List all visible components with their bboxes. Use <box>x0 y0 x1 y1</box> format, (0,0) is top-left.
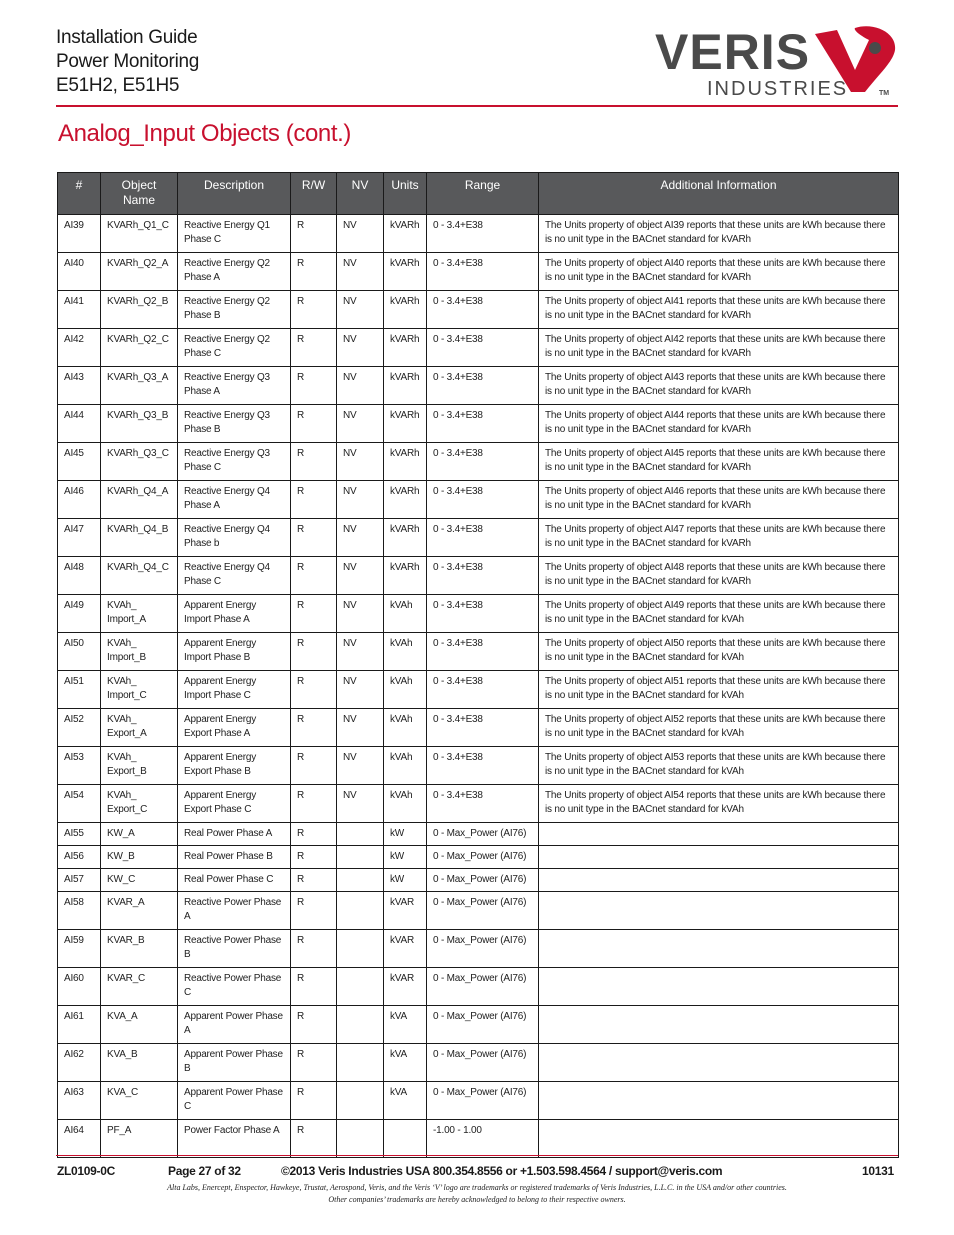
cell-non-volatile <box>337 1120 384 1158</box>
cell-object-name: KVAh_ Export_C <box>101 785 178 823</box>
column-header: Additional Information <box>539 173 899 215</box>
column-header: R/W <box>291 173 337 215</box>
cell-non-volatile: NV <box>337 481 384 519</box>
cell-object-id: AI57 <box>58 869 101 892</box>
cell-range: -1.00 - 1.00 <box>427 1120 539 1158</box>
cell-description: Apparent Energy Import Phase A <box>178 595 291 633</box>
cell-non-volatile: NV <box>337 253 384 291</box>
cell-object-name: KVARh_Q2_B <box>101 291 178 329</box>
cell-object-id: AI51 <box>58 671 101 709</box>
cell-object-name: KVAR_B <box>101 930 178 968</box>
cell-read-write: R <box>291 968 337 1006</box>
cell-range: 0 - 3.4+E38 <box>427 785 539 823</box>
cell-description: Reactive Power Phase C <box>178 968 291 1006</box>
column-header: Description <box>178 173 291 215</box>
cell-description: Reactive Energy Q3 Phase C <box>178 443 291 481</box>
cell-range: 0 - Max_Power (AI76) <box>427 846 539 869</box>
logo-trademark: TM <box>879 90 890 97</box>
cell-read-write: R <box>291 785 337 823</box>
table-row <box>58 785 899 823</box>
cell-object-id: AI42 <box>58 329 101 367</box>
cell-range: 0 - 3.4+E38 <box>427 367 539 405</box>
cell-read-write: R <box>291 823 337 846</box>
cell-range: 0 - 3.4+E38 <box>427 595 539 633</box>
cell-object-id: AI54 <box>58 785 101 823</box>
cell-read-write: R <box>291 291 337 329</box>
table-row <box>58 1006 899 1044</box>
cell-object-name: KW_C <box>101 869 178 892</box>
cell-read-write: R <box>291 519 337 557</box>
analog-input-objects-table <box>57 172 899 1158</box>
cell-description: Reactive Energy Q2 Phase B <box>178 291 291 329</box>
cell-non-volatile: NV <box>337 291 384 329</box>
cell-object-name: KVARh_Q3_A <box>101 367 178 405</box>
cell-object-id: AI63 <box>58 1082 101 1120</box>
cell-units: kVAR <box>384 968 427 1006</box>
cell-additional-info: The Units property of object AI44 reports that these units are kWh because there is no unit type in the BACnet standard for kVARh <box>539 405 899 443</box>
cell-read-write: R <box>291 846 337 869</box>
cell-non-volatile <box>337 823 384 846</box>
logo-subtitle: INDUSTRIES <box>707 78 849 100</box>
cell-description: Apparent Energy Import Phase C <box>178 671 291 709</box>
column-header: Units <box>384 173 427 215</box>
cell-description: Apparent Power Phase C <box>178 1082 291 1120</box>
cell-object-id: AI56 <box>58 846 101 869</box>
cell-units: kVAR <box>384 930 427 968</box>
cell-read-write: R <box>291 481 337 519</box>
cell-object-id: AI60 <box>58 968 101 1006</box>
cell-non-volatile: NV <box>337 671 384 709</box>
cell-description: Apparent Energy Export Phase A <box>178 709 291 747</box>
cell-read-write: R <box>291 253 337 291</box>
cell-units: kVAh <box>384 633 427 671</box>
cell-object-id: AI50 <box>58 633 101 671</box>
cell-object-name: KVARh_Q3_B <box>101 405 178 443</box>
cell-range: 0 - 3.4+E38 <box>427 557 539 595</box>
cell-non-volatile <box>337 1006 384 1044</box>
column-header: Object Name <box>101 173 178 215</box>
cell-object-name: KVAh_ Import_B <box>101 633 178 671</box>
cell-units: kVAh <box>384 785 427 823</box>
cell-read-write: R <box>291 747 337 785</box>
cell-range: 0 - 3.4+E38 <box>427 519 539 557</box>
cell-units: kVARh <box>384 405 427 443</box>
cell-units: kVARh <box>384 367 427 405</box>
cell-object-id: AI59 <box>58 930 101 968</box>
table-row <box>58 747 899 785</box>
cell-description: Real Power Phase A <box>178 823 291 846</box>
cell-object-id: AI48 <box>58 557 101 595</box>
cell-range: 0 - 3.4+E38 <box>427 405 539 443</box>
cell-non-volatile: NV <box>337 215 384 253</box>
cell-object-id: AI39 <box>58 215 101 253</box>
cell-units: kVARh <box>384 443 427 481</box>
cell-description: Apparent Energy Export Phase B <box>178 747 291 785</box>
table-row <box>58 1082 899 1120</box>
cell-non-volatile <box>337 930 384 968</box>
cell-object-id: AI40 <box>58 253 101 291</box>
cell-object-id: AI61 <box>58 1006 101 1044</box>
cell-units: kVARh <box>384 253 427 291</box>
cell-units: kVARh <box>384 519 427 557</box>
cell-units: kVARh <box>384 557 427 595</box>
cell-description: Reactive Power Phase A <box>178 892 291 930</box>
cell-units: kVA <box>384 1044 427 1082</box>
cell-range: 0 - 3.4+E38 <box>427 443 539 481</box>
table-row <box>58 291 899 329</box>
cell-range: 0 - 3.4+E38 <box>427 671 539 709</box>
cell-object-id: AI52 <box>58 709 101 747</box>
cell-units: kVAh <box>384 747 427 785</box>
cell-read-write: R <box>291 1044 337 1082</box>
cell-additional-info: The Units property of object AI52 reports that these units are kWh because there is no unit type in the BACnet standard for kVAh <box>539 709 899 747</box>
table-row <box>58 595 899 633</box>
cell-range: 0 - Max_Power (AI76) <box>427 869 539 892</box>
cell-additional-info: The Units property of object AI42 reports that these units are kWh because there is no unit type in the BACnet standard for kVARh <box>539 329 899 367</box>
table-row <box>58 215 899 253</box>
table-row <box>58 671 899 709</box>
cell-read-write: R <box>291 930 337 968</box>
document-code: 10131 <box>862 1164 894 1178</box>
cell-read-write: R <box>291 215 337 253</box>
veris-logo <box>655 24 900 100</box>
cell-description: Reactive Energy Q3 Phase B <box>178 405 291 443</box>
cell-additional-info: The Units property of object AI45 reports that these units are kWh because there is no unit type in the BACnet standard for kVARh <box>539 443 899 481</box>
cell-units: kVAh <box>384 709 427 747</box>
cell-description: Reactive Energy Q1 Phase C <box>178 215 291 253</box>
cell-object-name: KVARh_Q4_B <box>101 519 178 557</box>
cell-additional-info: The Units property of object AI43 reports that these units are kWh because there is no unit type in the BACnet standard for kVARh <box>539 367 899 405</box>
cell-range: 0 - Max_Power (AI76) <box>427 1006 539 1044</box>
cell-additional-info: The Units property of object AI50 reports that these units are kWh because there is no unit type in the BACnet standard for kVAh <box>539 633 899 671</box>
cell-object-name: KVA_A <box>101 1006 178 1044</box>
cell-non-volatile: NV <box>337 405 384 443</box>
page-title: Analog_Input Objects (cont.) <box>58 120 351 147</box>
cell-additional-info <box>539 930 899 968</box>
cell-range: 0 - Max_Power (AI76) <box>427 1082 539 1120</box>
cell-object-name: KVARh_Q2_C <box>101 329 178 367</box>
cell-object-id: AI45 <box>58 443 101 481</box>
logo-wordmark: VERIS <box>655 24 811 80</box>
cell-object-name: KVAR_C <box>101 968 178 1006</box>
table-row <box>58 892 899 930</box>
table-row <box>58 709 899 747</box>
cell-read-write: R <box>291 869 337 892</box>
cell-description: Apparent Power Phase A <box>178 1006 291 1044</box>
cell-range: 0 - 3.4+E38 <box>427 747 539 785</box>
cell-units: kVAh <box>384 595 427 633</box>
cell-units: kVARh <box>384 481 427 519</box>
cell-range: 0 - 3.4+E38 <box>427 481 539 519</box>
column-header: NV <box>337 173 384 215</box>
cell-additional-info: The Units property of object AI40 reports that these units are kWh because there is no unit type in the BACnet standard for kVARh <box>539 253 899 291</box>
cell-additional-info <box>539 1120 899 1158</box>
cell-object-id: AI41 <box>58 291 101 329</box>
cell-object-id: AI44 <box>58 405 101 443</box>
cell-read-write: R <box>291 367 337 405</box>
cell-non-volatile: NV <box>337 595 384 633</box>
cell-non-volatile <box>337 892 384 930</box>
cell-read-write: R <box>291 633 337 671</box>
trademark-acknowledgement: Other companies’ trademarks are hereby acknowledged to belong to their respective owners. <box>328 1195 626 1204</box>
cell-object-name: KW_B <box>101 846 178 869</box>
table-row <box>58 930 899 968</box>
model-numbers: E51H2, E51H5 <box>56 75 180 96</box>
cell-range: 0 - Max_Power (AI76) <box>427 968 539 1006</box>
cell-range: 0 - 3.4+E38 <box>427 215 539 253</box>
cell-range: 0 - 3.4+E38 <box>427 291 539 329</box>
cell-read-write: R <box>291 595 337 633</box>
cell-non-volatile <box>337 869 384 892</box>
cell-units: kVAh <box>384 671 427 709</box>
column-header: # <box>58 173 101 215</box>
cell-additional-info <box>539 869 899 892</box>
cell-units: kVARh <box>384 329 427 367</box>
table-row <box>58 367 899 405</box>
cell-object-id: AI49 <box>58 595 101 633</box>
cell-object-name: KVAh_ Export_B <box>101 747 178 785</box>
document-id: ZL0109-0C <box>57 1164 115 1178</box>
cell-additional-info <box>539 1006 899 1044</box>
cell-description: Power Factor Phase A <box>178 1120 291 1158</box>
cell-description: Reactive Energy Q4 Phase C <box>178 557 291 595</box>
cell-additional-info <box>539 823 899 846</box>
cell-object-id: AI55 <box>58 823 101 846</box>
cell-object-name: PF_A <box>101 1120 178 1158</box>
cell-read-write: R <box>291 671 337 709</box>
cell-non-volatile: NV <box>337 557 384 595</box>
cell-read-write: R <box>291 1006 337 1044</box>
header-divider <box>56 105 898 107</box>
cell-range: 0 - Max_Power (AI76) <box>427 930 539 968</box>
cell-non-volatile: NV <box>337 367 384 405</box>
cell-non-volatile: NV <box>337 785 384 823</box>
table-row <box>58 968 899 1006</box>
table-row <box>58 253 899 291</box>
cell-object-id: AI47 <box>58 519 101 557</box>
cell-description: Apparent Energy Export Phase C <box>178 785 291 823</box>
cell-range: 0 - Max_Power (AI76) <box>427 1044 539 1082</box>
cell-object-name: KVARh_Q4_C <box>101 557 178 595</box>
cell-additional-info: The Units property of object AI39 reports that these units are kWh because there is no unit type in the BACnet standard for kVARh <box>539 215 899 253</box>
cell-object-name: KVAh_ Import_A <box>101 595 178 633</box>
cell-range: 0 - 3.4+E38 <box>427 253 539 291</box>
cell-non-volatile <box>337 1044 384 1082</box>
cell-object-id: AI53 <box>58 747 101 785</box>
cell-object-id: AI62 <box>58 1044 101 1082</box>
table-row <box>58 869 899 892</box>
trademark-notice: Alta Labs, Enercept, Enspector, Hawkeye, Trustat, Aerospond, Veris, and the Veris ‘V’ logo are trademarks or registered trademarks of Veris Industries, L.L.C. in the USA and/or other countries. <box>167 1183 787 1192</box>
cell-description: Apparent Power Phase B <box>178 1044 291 1082</box>
cell-description: Reactive Power Phase B <box>178 930 291 968</box>
table-row <box>58 1120 899 1158</box>
table-row <box>58 633 899 671</box>
cell-object-id: AI43 <box>58 367 101 405</box>
cell-description: Reactive Energy Q2 Phase C <box>178 329 291 367</box>
cell-additional-info: The Units property of object AI51 reports that these units are kWh because there is no unit type in the BACnet standard for kVAh <box>539 671 899 709</box>
cell-additional-info: The Units property of object AI47 reports that these units are kWh because there is no unit type in the BACnet standard for kVARh <box>539 519 899 557</box>
cell-additional-info <box>539 846 899 869</box>
cell-read-write: R <box>291 892 337 930</box>
cell-object-name: KVAh_ Export_A <box>101 709 178 747</box>
cell-range: 0 - 3.4+E38 <box>427 709 539 747</box>
cell-units: kW <box>384 869 427 892</box>
cell-range: 0 - 3.4+E38 <box>427 633 539 671</box>
contact-info: ©2013 Veris Industries USA 800.354.8556 or +1.503.598.4564 / support@veris.com <box>281 1164 723 1178</box>
cell-object-name: KVAh_ Import_C <box>101 671 178 709</box>
cell-description: Reactive Energy Q3 Phase A <box>178 367 291 405</box>
cell-read-write: R <box>291 1120 337 1158</box>
cell-range: 0 - 3.4+E38 <box>427 329 539 367</box>
table-row <box>58 481 899 519</box>
cell-additional-info <box>539 968 899 1006</box>
cell-description: Reactive Energy Q2 Phase A <box>178 253 291 291</box>
cell-units: kW <box>384 846 427 869</box>
cell-read-write: R <box>291 1082 337 1120</box>
table-row <box>58 443 899 481</box>
cell-read-write: R <box>291 557 337 595</box>
product-line: Power Monitoring <box>56 51 200 72</box>
cell-non-volatile: NV <box>337 709 384 747</box>
cell-object-name: KVA_B <box>101 1044 178 1082</box>
cell-object-id: AI58 <box>58 892 101 930</box>
cell-units: kW <box>384 823 427 846</box>
cell-object-name: KVARh_Q4_A <box>101 481 178 519</box>
table-row <box>58 329 899 367</box>
cell-description: Reactive Energy Q4 Phase A <box>178 481 291 519</box>
cell-non-volatile: NV <box>337 747 384 785</box>
doc-type: Installation Guide <box>56 27 198 48</box>
table-row <box>58 1044 899 1082</box>
cell-non-volatile: NV <box>337 633 384 671</box>
cell-additional-info <box>539 1044 899 1082</box>
table-header-row <box>58 173 899 215</box>
document-header <box>56 26 199 98</box>
cell-range: 0 - Max_Power (AI76) <box>427 823 539 846</box>
cell-read-write: R <box>291 405 337 443</box>
cell-object-id: AI46 <box>58 481 101 519</box>
table-row <box>58 846 899 869</box>
cell-read-write: R <box>291 443 337 481</box>
footer-divider <box>56 1155 898 1156</box>
cell-additional-info <box>539 892 899 930</box>
cell-non-volatile <box>337 846 384 869</box>
table-row <box>58 557 899 595</box>
table-row <box>58 519 899 557</box>
cell-additional-info: The Units property of object AI46 reports that these units are kWh because there is no unit type in the BACnet standard for kVARh <box>539 481 899 519</box>
cell-description: Real Power Phase B <box>178 846 291 869</box>
cell-description: Real Power Phase C <box>178 869 291 892</box>
cell-object-name: KW_A <box>101 823 178 846</box>
page-number: Page 27 of 32 <box>168 1164 241 1178</box>
cell-non-volatile: NV <box>337 443 384 481</box>
cell-additional-info: The Units property of object AI53 reports that these units are kWh because there is no unit type in the BACnet standard for kVAh <box>539 747 899 785</box>
cell-object-name: KVA_C <box>101 1082 178 1120</box>
cell-additional-info <box>539 1082 899 1120</box>
cell-additional-info: The Units property of object AI41 reports that these units are kWh because there is no unit type in the BACnet standard for kVARh <box>539 291 899 329</box>
cell-object-id: AI64 <box>58 1120 101 1158</box>
cell-object-name: KVARh_Q1_C <box>101 215 178 253</box>
cell-units: kVA <box>384 1082 427 1120</box>
cell-range: 0 - Max_Power (AI76) <box>427 892 539 930</box>
column-header: Range <box>427 173 539 215</box>
cell-object-name: KVAR_A <box>101 892 178 930</box>
cell-description: Apparent Energy Import Phase B <box>178 633 291 671</box>
cell-additional-info: The Units property of object AI48 reports that these units are kWh because there is no unit type in the BACnet standard for kVARh <box>539 557 899 595</box>
cell-non-volatile <box>337 1082 384 1120</box>
cell-additional-info: The Units property of object AI49 reports that these units are kWh because there is no unit type in the BACnet standard for kVAh <box>539 595 899 633</box>
cell-read-write: R <box>291 709 337 747</box>
cell-units: kVA <box>384 1006 427 1044</box>
cell-read-write: R <box>291 329 337 367</box>
cell-units: kVARh <box>384 215 427 253</box>
cell-units: kVARh <box>384 291 427 329</box>
cell-object-name: KVARh_Q2_A <box>101 253 178 291</box>
cell-object-name: KVARh_Q3_C <box>101 443 178 481</box>
cell-units <box>384 1120 427 1158</box>
cell-additional-info: The Units property of object AI54 reports that these units are kWh because there is no unit type in the BACnet standard for kVAh <box>539 785 899 823</box>
cell-non-volatile <box>337 968 384 1006</box>
table-row <box>58 823 899 846</box>
cell-non-volatile: NV <box>337 329 384 367</box>
cell-description: Reactive Energy Q4 Phase b <box>178 519 291 557</box>
cell-non-volatile: NV <box>337 519 384 557</box>
cell-units: kVAR <box>384 892 427 930</box>
table-row <box>58 405 899 443</box>
